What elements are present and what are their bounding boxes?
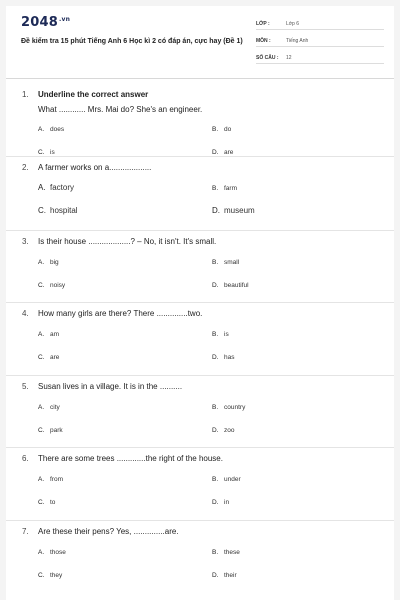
option-letter: C. (38, 354, 45, 361)
option-b[interactable] (212, 259, 239, 266)
question-text: Susan lives in a village. It is in the .......... (38, 381, 183, 391)
question-indent (22, 105, 38, 114)
question-heading (22, 237, 216, 246)
question-text: How many girls are there? There ..............two. (38, 309, 203, 318)
option-text: hospital (50, 205, 78, 215)
option-letter: D. (212, 205, 220, 215)
option-text: am (50, 331, 60, 338)
option-b[interactable] (212, 185, 237, 192)
option-letter: C. (38, 281, 45, 289)
question-1 (6, 84, 394, 157)
option-letter: D. (212, 281, 219, 289)
option-letter: A. (38, 548, 45, 556)
option-text: park (50, 426, 63, 434)
option-letter: B. (212, 403, 219, 411)
answer-options (38, 549, 378, 593)
option-letter: D. (212, 149, 219, 156)
option-d[interactable] (212, 354, 234, 361)
option-text: they (50, 571, 63, 579)
question-number: 3. (22, 236, 29, 246)
option-text: from (50, 476, 63, 483)
option-text: farm (224, 184, 237, 192)
option-a[interactable] (38, 259, 59, 266)
option-letter: C. (38, 571, 45, 579)
question-5 (6, 376, 394, 449)
option-letter: D. (212, 426, 219, 434)
option-letter: B. (212, 258, 219, 266)
answer-options (38, 404, 378, 448)
question-number: 5. (22, 381, 29, 391)
option-text: city (50, 403, 60, 411)
option-d[interactable] (212, 572, 237, 579)
logo-text: 2048 (21, 15, 58, 30)
question-heading (22, 527, 179, 536)
option-c[interactable] (38, 427, 63, 434)
option-letter: C. (38, 149, 45, 156)
site-logo[interactable] (21, 15, 70, 30)
option-a[interactable] (38, 476, 63, 483)
option-text: big (50, 258, 59, 266)
question-text: A farmer works on a................... (38, 162, 152, 172)
option-b[interactable] (212, 549, 240, 556)
option-text: do (224, 126, 232, 133)
question-list (6, 84, 394, 593)
option-letter: D. (212, 571, 219, 579)
option-d[interactable] (212, 499, 229, 506)
meta-value: 12 (286, 55, 292, 61)
option-text: museum (224, 205, 255, 215)
meta-row-subject (256, 34, 384, 47)
question-text: There are some trees .............the right of the house. (38, 454, 223, 463)
option-letter: B. (212, 548, 219, 556)
question-2 (6, 157, 394, 231)
answer-options (38, 182, 378, 229)
option-letter: A. (38, 126, 45, 133)
option-c[interactable] (38, 572, 62, 579)
option-letter: A. (38, 403, 45, 411)
option-c[interactable] (38, 206, 78, 215)
option-text: their (224, 571, 237, 579)
logo-suffix: .vn (58, 15, 71, 23)
quiz-page (6, 6, 394, 600)
option-letter: A. (38, 258, 45, 266)
option-letter: B. (212, 184, 219, 192)
answer-options (38, 331, 378, 375)
question-heading (22, 163, 151, 172)
option-letter: A. (38, 331, 45, 338)
meta-row-count (256, 51, 384, 64)
question-heading (22, 454, 223, 463)
option-d[interactable] (212, 149, 233, 156)
option-c[interactable] (38, 149, 55, 156)
option-text: has (224, 354, 235, 361)
option-b[interactable] (212, 126, 231, 133)
option-text: small (224, 258, 240, 266)
option-text: to (50, 499, 56, 506)
header-divider (6, 78, 394, 79)
option-letter: C. (38, 499, 45, 506)
option-text: zoo (224, 426, 235, 434)
option-text: is (50, 149, 55, 156)
question-heading (22, 90, 148, 99)
quiz-header (6, 6, 394, 72)
option-letter: D. (212, 354, 219, 361)
option-letter: B. (212, 476, 219, 483)
answer-options (38, 476, 378, 520)
option-text: are (224, 149, 234, 156)
option-text: these (224, 548, 240, 556)
option-b[interactable] (212, 404, 245, 411)
meta-label: SỐ CÂU : (256, 55, 279, 61)
option-text: under (224, 476, 241, 483)
question-4 (6, 303, 394, 376)
option-b[interactable] (212, 331, 229, 338)
option-b[interactable] (212, 476, 241, 483)
option-a[interactable] (38, 549, 66, 556)
quiz-title: Đề kiểm tra 15 phút Tiếng Anh 6 Học kì 2 có đáp án, cực hay (Đề 1) (21, 38, 243, 45)
option-d[interactable] (212, 206, 255, 215)
option-text: beautiful (224, 281, 249, 289)
option-text: are (50, 354, 60, 361)
option-letter: A. (38, 476, 45, 483)
question-number: 4. (22, 309, 29, 318)
option-text: noisy (50, 281, 66, 289)
question-3 (6, 231, 394, 304)
option-letter: B. (212, 126, 219, 133)
option-letter: C. (38, 205, 46, 215)
option-letter: C. (38, 426, 45, 434)
option-text: those (50, 548, 66, 556)
option-text: is (224, 331, 229, 338)
option-a[interactable] (38, 126, 64, 133)
question-text: Is their house ...................? – No, it isn't. It's small. (38, 236, 217, 246)
meta-value: Lớp 6 (286, 21, 300, 27)
option-a[interactable] (38, 404, 60, 411)
option-letter: B. (212, 331, 219, 338)
option-c[interactable] (38, 354, 59, 361)
option-text: does (50, 126, 65, 133)
meta-row-class (256, 17, 384, 30)
option-text: in (224, 499, 230, 506)
question-instruction: Underline the correct answer (38, 90, 149, 99)
option-c[interactable] (38, 499, 55, 506)
question-heading (22, 382, 182, 391)
question-number: 2. (22, 162, 29, 172)
meta-label: LỚP : (256, 21, 270, 27)
option-d[interactable] (212, 282, 249, 289)
meta-value: Tiếng Anh (286, 38, 309, 44)
question-heading (22, 309, 202, 318)
option-a[interactable] (38, 183, 74, 192)
question-stem (22, 105, 202, 114)
answer-options (38, 259, 378, 303)
question-number: 7. (22, 526, 29, 536)
question-7 (6, 521, 394, 594)
option-letter: A. (38, 182, 46, 192)
question-number: 1. (22, 90, 29, 99)
question-6 (6, 448, 394, 521)
option-text: factory (50, 182, 75, 192)
meta-label: MÔN : (256, 38, 271, 44)
question-number: 6. (22, 454, 29, 463)
option-a[interactable] (38, 331, 59, 338)
question-text: What ............ Mrs. Mai do? She's an engineer. (38, 105, 203, 114)
option-letter: D. (212, 499, 219, 506)
quiz-meta (256, 17, 384, 68)
option-d[interactable] (212, 427, 234, 434)
option-c[interactable] (38, 282, 65, 289)
option-text: country (224, 403, 246, 411)
question-text: Are these their pens? Yes, ..............are. (38, 526, 179, 536)
